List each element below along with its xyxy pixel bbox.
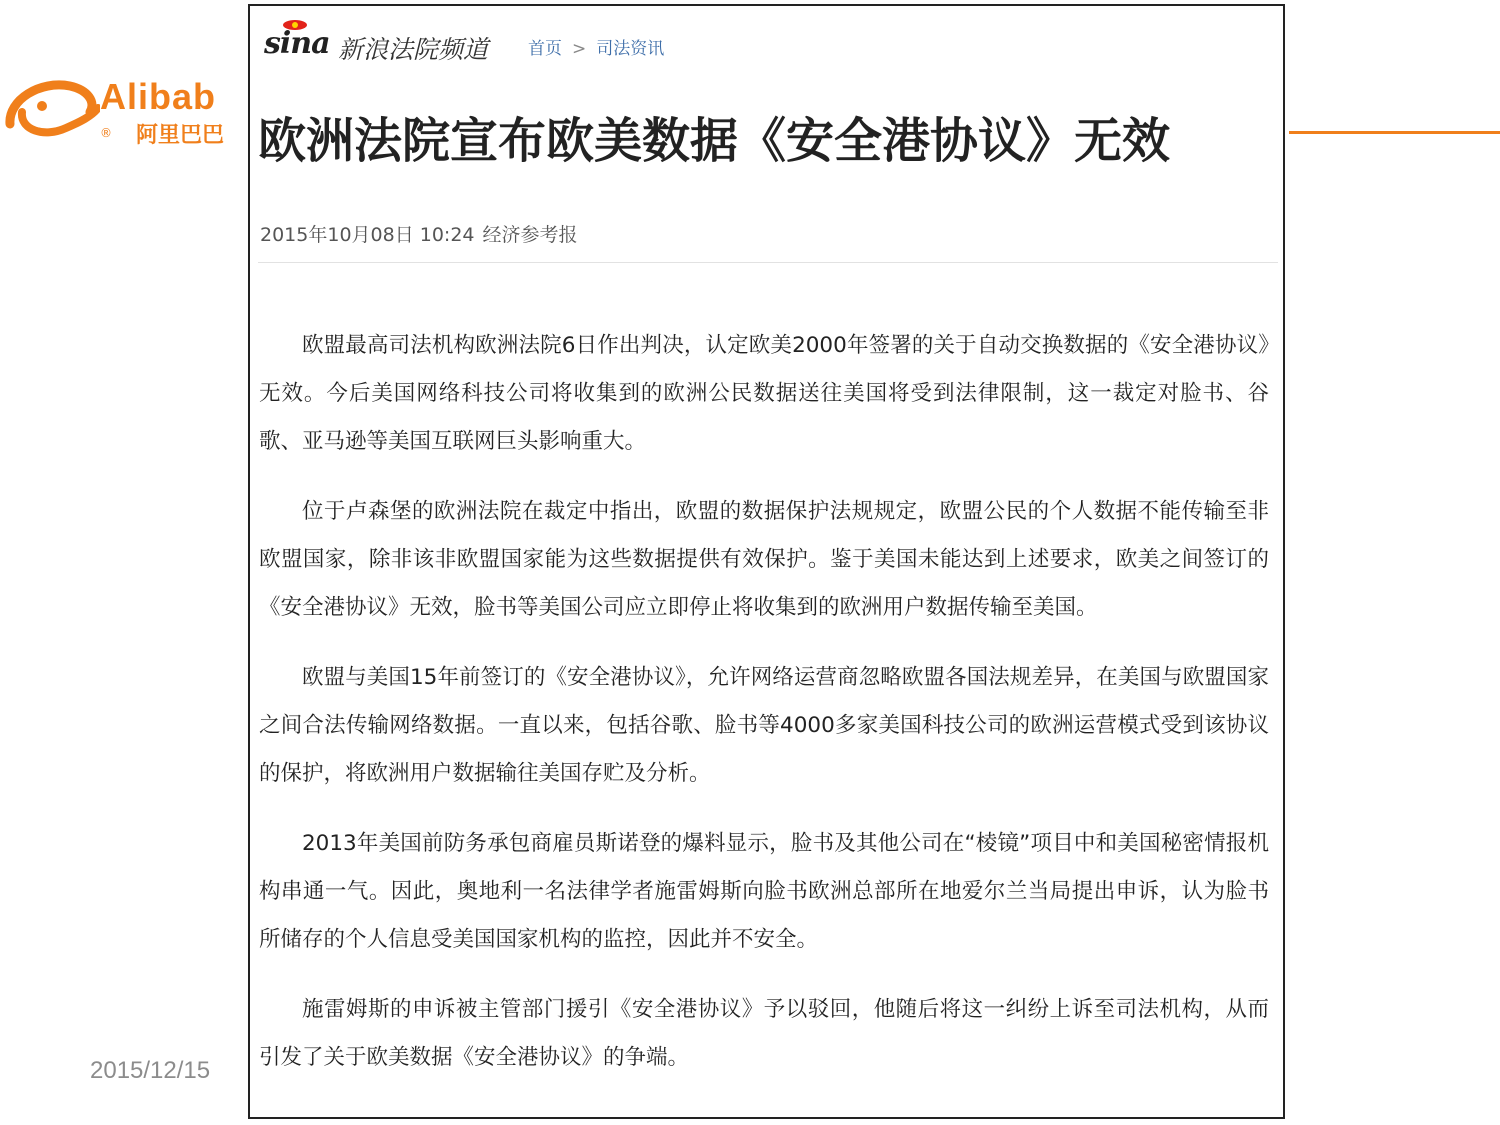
alibaba-smile-icon xyxy=(0,72,100,152)
breadcrumb-home-link[interactable]: 首页 xyxy=(528,39,562,59)
article-headline: 欧洲法院宣布欧美数据《安全港协议》无效 xyxy=(258,113,1171,169)
slide-date: 2015/12/15 xyxy=(90,1057,211,1084)
article-body xyxy=(259,322,1269,1104)
article-paragraph: 欧盟最高司法机构欧洲法院6日作出判决，认定欧美2000年签署的关于自动交换数据的《安全港协议》无效。今后美国网络科技公司将收集到的欧洲公民数据送往美国将受到法律限制，这一裁定对脸书、谷歌、亚马逊等美国互联网巨头影响重大。 xyxy=(259,333,1269,454)
article-paragraph: 欧盟与美国15年前签订的《安全港协议》，允许网络运营商忽略欧盟各国法规差异，在美国与欧盟国家之间合法传输网络数据。一直以来，包括谷歌、脸书等4000多家美国科技公司的欧洲运营模式受到该协议的保护，将欧洲用户数据输往美国存贮及分析。 xyxy=(259,665,1269,786)
channel-name[interactable]: 新浪法院频道 xyxy=(338,35,489,64)
breadcrumb-section-link[interactable]: 司法资讯 xyxy=(596,39,665,59)
site-header xyxy=(262,14,1272,64)
breadcrumb xyxy=(528,34,664,59)
meta-divider xyxy=(258,262,1278,263)
article-datetime: 2015年10月08日 10:24 xyxy=(260,224,475,246)
breadcrumb-separator: > xyxy=(572,39,587,59)
article-source[interactable]: 经济参考报 xyxy=(482,224,578,246)
title-accent-rule xyxy=(1289,131,1500,134)
article-paragraph: 2013年美国前防务承包商雇员斯诺登的爆料显示，脸书及其他公司在“棱镜”项目中和美国秘密情报机构串通一气。因此，奥地利一名法律学者施雷姆斯向脸书欧洲总部所在地爱尔兰当局提出申诉，认为脸书所储存的个人信息受美国国家机构的监控，因此并不安全。 xyxy=(259,831,1269,952)
article-paragraph: 施雷姆斯的申诉被主管部门援引《安全港协议》予以驳回，他随后将这一纠纷上诉至司法机构，从而引发了关于欧美数据《安全港协议》的争端。 xyxy=(259,997,1269,1070)
sina-logo[interactable]: sina xyxy=(264,26,330,61)
logo-chinese-name: 阿里巴巴 xyxy=(136,123,225,148)
article-paragraph: 位于卢森堡的欧洲法院在裁定中指出，欧盟的数据保护法规规定，欧盟公民的个人数据不能传输至非欧盟国家，除非该非欧盟国家能为这些数据提供有效保护。鉴于美国未能达到上述要求，欧美之间签订的《安全港协议》无效，脸书等美国公司应立即停止将收集到的欧洲用户数据传输至美国。 xyxy=(259,499,1269,620)
article-meta xyxy=(260,220,578,247)
article-screenshot xyxy=(248,4,1285,1119)
logo-registered-mark: ® xyxy=(100,126,112,140)
logo-wordmark: Alibab xyxy=(100,76,217,117)
alibaba-logo xyxy=(0,72,250,152)
